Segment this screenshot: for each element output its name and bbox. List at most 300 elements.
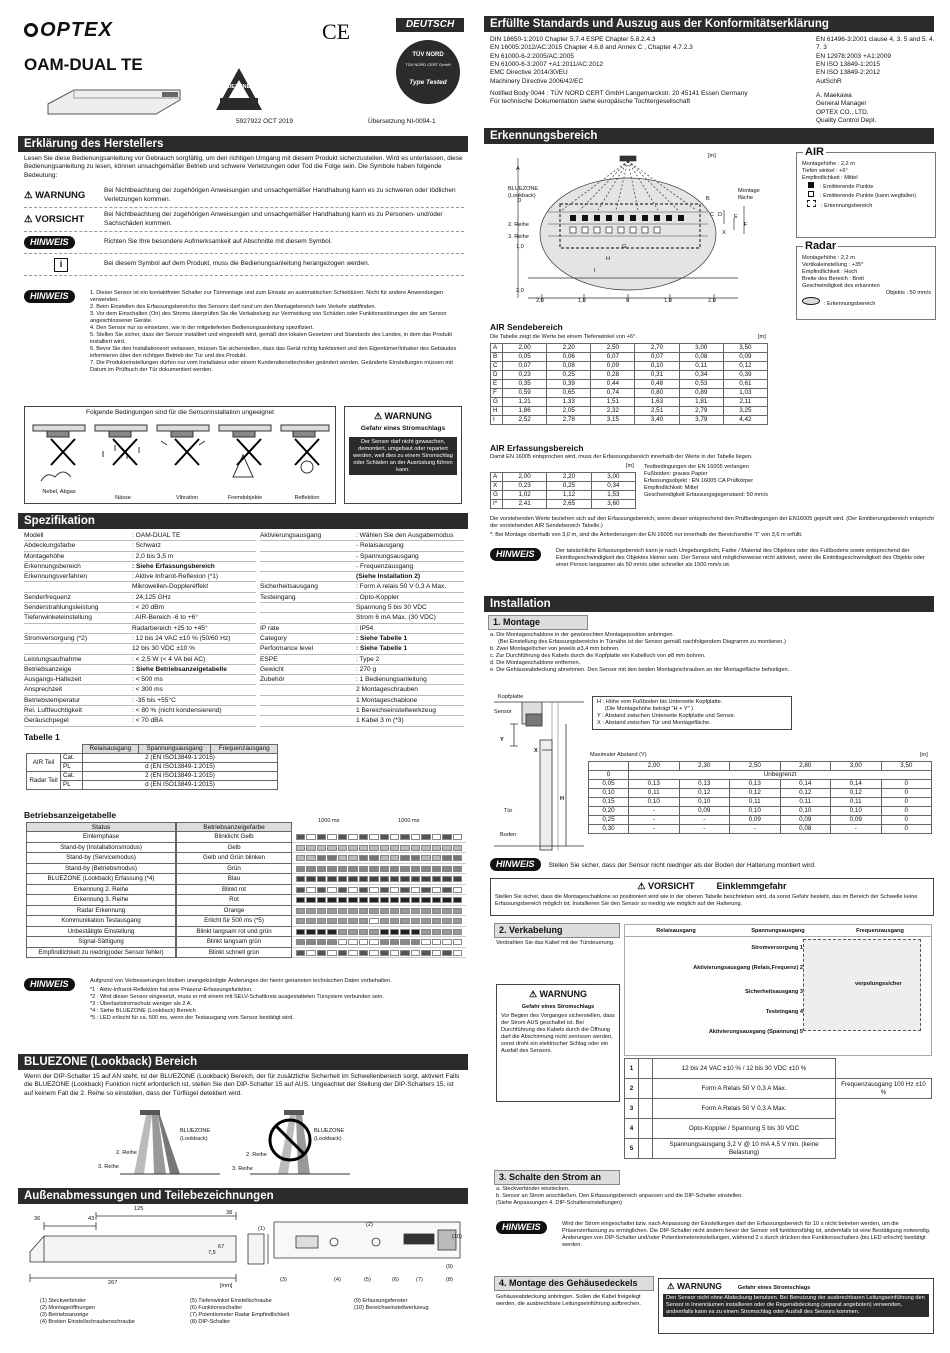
max-distance-title: Maximaler Abstand (Y) [590,752,647,758]
table-cell: 2,05 [547,407,591,416]
spec-row [24,706,256,716]
pattern-segment [348,918,357,924]
table-cell: 3,25 [723,407,767,416]
symbol-warning-text: Bei Nichtbeachtung der zugehörigen Anweisungen und unsachgemäßer Handhabung kann es zu schweren oder tödlichen Verletzungen kommen. [104,187,456,203]
table-cell: A [491,344,503,353]
table-cell: 0 [881,789,932,798]
tuv-cert-text: TÜV NORD CERT GmbH [405,61,451,67]
pattern-segment [359,939,368,945]
detection-letter: E [734,214,738,220]
table-cell: 0,13 [629,780,680,789]
table-cell: 2,70 [635,344,679,353]
callout: (4) [334,1277,341,1283]
table-cell: d (EN ISO13849-1:2015) [83,781,278,790]
table-cell: 0,89 [679,389,723,398]
pattern-segment [306,929,315,935]
sende-title: AIR Sendebereich [490,322,563,332]
pattern-segment [442,834,451,840]
section-standards-title: Erfüllte Standards und Auszug aus der Konformitätserklärung [484,16,934,32]
table-row [625,1079,932,1099]
detection-bluezone-label: BLUEZONE (Lookback) [508,186,539,199]
hinweis-text: Aufgrund von Verbesserungen bleiben unangekündigte Änderungen der hierin genannten technischen Daten vorbehalten. [90,978,392,984]
caution-text: Stellen Sie sicher, dass die Montageschablone so positioniert wird wie in der oberen Tabelle beschrieben wird, da sonst Gefahr besteht, das im Bereich der Schwelle keine Erfassungsbereich möglich ist. Installieren Sie den Sensor so niedrig wie möglich auf der Halterung. [495,894,918,908]
pattern-segment [369,950,378,956]
table-cell: 0,15 [589,798,629,807]
radar-param: Objekts : 50 mm/s [885,289,931,296]
indicator-pattern [292,864,466,875]
sende-table [490,343,768,425]
hinweis-badge: HINWEIS [24,978,75,991]
pattern-segment [390,866,399,872]
pattern-segment [400,834,409,840]
radar-title: Radar [805,240,837,252]
bluezone-diagram-ok [110,1108,230,1176]
pattern-segment [432,876,441,882]
step-item: (Siehe Anpassungen 4. DIP-Schaltereinstellungen) [496,1199,622,1206]
sensor-product-image [44,84,184,118]
section-dimensions-title: Außenabmessungen und Teilebezeichnungen [18,1188,468,1204]
table-cell: 0,07 [591,353,635,362]
legend-text: : Emittierende Punkte (kann wegfallen) [820,192,917,199]
test-item: Fußboden: graues Papier [644,470,708,477]
spec-value: : Siehe Erfassungsbereich [132,562,215,570]
dimension-label: 267 [108,1280,118,1286]
table-cell: 0,09 [723,353,767,362]
spec-row [24,665,256,675]
condition-label: Nebel, Abgas [42,489,76,495]
spec-value: : Schwarz [132,542,161,550]
table-cell: 0,09 [831,816,882,825]
pattern-segment [432,855,441,861]
pattern-segment [317,834,326,840]
warning-text: Der Sensor darf nicht gewaschen, demontiert, umgebaut oder repariert werden, weil dies zu einem Stromschlag oder Schäden an der Ausrüstung führen kann. [349,437,457,476]
table-cell: 2,50 [591,344,635,353]
table-cell: 0,10 [635,362,679,371]
footnote: *3 : Überlaststromschutz weniger als 2 A. [90,1000,192,1007]
radar-param: Vertikaleinstellung : +35° [802,261,864,268]
detection-letter: H [606,256,611,262]
table-cell: 2,51 [635,407,679,416]
pattern-segment [411,918,420,924]
pattern-segment [453,908,462,914]
pattern-segment [348,939,357,945]
pattern-segment [411,866,420,872]
manufacturer-intro: Lesen Sie diese Bedienungsanleitung vor Gebrauch sorgfältig, um den richtigen Umgang mit diesem Produkt sicherzustellen. Wird es unterlassen, diese Bedienungsanleitung zu lesen, können unsachgemäßer Betrieb und schwere Verletzungen oder Tod die Folge sein. Die Symbole haben folgende Bedeutung: [24,155,463,179]
table-row [589,825,932,834]
pattern-segment [369,929,378,935]
product-title: OAM-DUAL TE [24,55,143,74]
test-item: Testbedingungen der EN 16005 verlangen [644,464,749,470]
pattern-segment [327,929,336,935]
pattern-segment [327,876,336,882]
callout: (7) [416,1277,423,1283]
spec-value: : < 2,5 W (< 4 VA bei AC) [132,655,206,663]
pattern-segment [400,876,409,882]
pattern-segment [317,845,326,851]
table-row [491,380,768,389]
indicator-status: Unbestätigte Einstellung [26,927,176,938]
dashed-square-icon [807,200,816,207]
symbol-row-warning [24,184,464,208]
pattern-segment [338,834,347,840]
warning-subtitle: Gefahr eines Stromschlags [521,1004,595,1011]
symbol-manual-text: Bei diesem Symbol auf dem Produkt, muss die Bedienungsanleitung herangezogen werden. [104,260,370,268]
bluezone-label-sub: (Lookback) [180,1136,208,1142]
indicator-row [26,874,466,885]
filled-square-icon [808,182,814,188]
indicator-table [26,822,466,958]
standard-item: Machinery Directive 2006/42/EC [490,77,584,85]
conditions-title: Folgende Bedingungen sind für die Sensorinstallation ungeeignet [86,409,274,416]
table-cell: 2 (EN ISO13849-1:2015) [83,772,278,781]
air-param: Tiefen winkel : +6° [802,167,848,174]
symbol-row-manual [24,254,464,276]
table-cell: 0,44 [591,380,635,389]
table-cell: 3 [625,1099,639,1119]
spec-value: : < 300 ms [132,686,163,694]
spec-key: Testeingang [260,593,296,601]
pattern-segment [359,866,368,872]
dimension-unit: [mm] [220,1283,233,1289]
axis-tick: 1,0 [664,298,672,304]
pattern-segment [380,929,389,935]
spec-key: Gewicht [260,665,284,673]
erfass-table [490,472,636,509]
pattern-segment [453,918,462,924]
table-cell: 0,05 [503,353,547,362]
table-cell: 0,13 [730,780,781,789]
pattern-segment [369,887,378,893]
table-cell: PL [61,763,83,772]
table-cell: 0,11 [780,798,831,807]
pattern-segment [411,897,420,903]
dimension-label: 36 [34,1216,41,1222]
radar-param: Geschwindigkeit des erkannten [802,282,880,289]
table-row [625,1059,932,1079]
spec-value: : Siehe Tabelle 1 [356,634,408,642]
table-cell: 0 [881,798,932,807]
detection-letter: C [710,212,715,218]
pattern-segment [400,897,409,903]
spec-key: Aktivierungsausgang [260,532,322,539]
table-row [27,772,278,781]
table-cell: G [491,398,503,407]
pattern-segment [442,845,451,851]
pattern-segment [442,876,451,882]
indicator-color: Grün [176,864,292,875]
spec-row [260,562,464,572]
callout: (5) [364,1277,371,1283]
mounting-legend [592,696,792,730]
pattern-segment [390,887,399,893]
spec-value: Spannung 5 bis 30 VDC [356,604,427,612]
table-cell: C [491,362,503,371]
pattern-segment [348,950,357,956]
tuv-badge [396,40,460,104]
spec-value: : -35 bis +55°C [132,696,176,704]
pattern-segment [442,887,451,893]
pattern-segment [338,950,347,956]
spec-row [24,624,256,634]
table-cell: 1 [625,1059,639,1079]
callout: (3) [280,1277,287,1283]
table-cell: 0,25 [547,482,591,491]
warning-triangle-icon: ⚠ [667,1281,675,1291]
pattern-segment [369,845,378,851]
signer: OPTEX CO., LTD. [816,108,869,116]
table-cell: 0,39 [723,371,767,380]
spec-row [24,634,256,644]
detection-letter: I [594,268,596,274]
spec-value: 1 Montageschablone [356,696,418,704]
table-cell: 0,08 [547,362,591,371]
pattern-segment [348,834,357,840]
indicator-row [26,927,466,938]
fig-y: Y [500,737,504,743]
spec-row [24,562,256,572]
pattern-segment [411,929,420,935]
warning-text: Den Sensor nicht ohne Abdeckung benutzen. Bei Benutzung der ausbrechbaren Leitungseinführung den Sensor in Innenräumen installieren oder die Regenabdeckung (separat angeboten) verwenden, andernfalls kann es zu einem Stromschlag oder Ausfall des Sensors kommen. [663,1294,929,1317]
pattern-segment [380,876,389,882]
table-header-cell: 2,50 [730,762,781,771]
indicator-row [26,895,466,906]
spec-row [260,603,464,613]
pattern-segment [369,908,378,914]
section-detection-title: Erkennungsbereich [484,128,934,144]
indicator-color: Blinkt langsam grün [176,937,292,948]
spec-row [260,541,464,551]
legend-text: : Erkennungsbereich [824,300,876,307]
spec-row [24,572,256,582]
indicator-color: Orange [176,906,292,917]
table-cell: - [629,807,680,816]
table-cell [639,1079,653,1099]
pattern-segment [411,939,420,945]
note-item: 2. Beim Einstellen des Erfassungsbereichs des Sensors darf rund um den Montagebereich kein Verkehr stattfinden. [90,303,377,310]
spec-row [260,665,464,675]
fig-sensor: Sensor [494,709,512,715]
symbol-note-text: Richten Sie Ihre besondere Aufmerksamkeit auf Abschnitte mit diesem Symbol. [104,238,332,246]
hinweis-text: Der tatsächliche Erfassungsbereich kann je nach Umgebungslicht, Farbe / Material des Objektes oder des Fußbodens sowie entsprechend der Eintrittsgeschwindigkeit des Objektes kleiner sein. Der Sensor wird möglicherweise nicht aktiviert, wenn die Eintrittsgeschwindigkeit des Objekts oder einer Person langsamer als 50 mm/s oder schneller als 1500 mm/s ist. [556,548,925,568]
indicator-status: Einlernphase [26,832,176,843]
table-row [625,1119,932,1139]
indicator-color: Blinklicht Gelb [176,832,292,843]
table-row [625,1099,932,1119]
pattern-segment [296,855,305,861]
table-cell: 3,00 [679,344,723,353]
pattern-segment [442,918,451,924]
pattern-segment [306,834,315,840]
pattern-segment [432,866,441,872]
spec-value: : < 20 dBm [132,604,165,612]
fig-boden: Boden [500,832,517,838]
wire-group-labels [693,945,803,1049]
pattern-segment [327,918,336,924]
spec-value: : Aktive Infrarot-Reflexion (*1) [132,573,219,581]
language-badge: DEUTSCH [396,18,464,32]
radar-param: Empfindlichkeit : Hoch [802,268,858,275]
indicator-pattern [292,906,466,917]
pattern-segment [400,918,409,924]
table-row [491,500,636,509]
radar-param: Montagehöhe : 2,2 m [802,255,855,261]
pattern-segment [390,855,399,861]
pattern-segment [453,845,462,851]
pattern-segment [317,950,326,956]
table-cell [639,1099,653,1119]
indicator-row [26,885,466,896]
table-cell: E [491,380,503,389]
spec-value: Strom 6 mA Max. (30 VDC) [356,614,436,622]
pattern-segment [421,908,430,914]
pattern-segment [390,845,399,851]
spec-value: : AIR-Bereich -6 to +6° [132,614,198,622]
indicator-row [26,853,466,864]
step-item: a. Steckverbinder einstecken. [496,1186,570,1192]
table-cell: Form A Relais 50 V 0,3 A Max. [653,1079,836,1099]
hinweis-text: Wird der Strom eingeschaltet bzw. nach Anpassung der Einstellungen darf der Erfassungsbereich für 10 s nicht betreten werden, um die Präsenzerfassung zu ermöglichen. Die DIP-Schalter nicht ändern bevor der Sensor voll funktionsfähig ist, andemfalls ist eine Bestätigung notwendig. Änderungen von DIP-Schalter und/oder Potentiometereinstellungen, während 2 s durch drücken des Funktionsschalters (bis LED erlischt) bestätigt werden. [562,1221,931,1248]
pattern-segment [390,876,399,882]
pattern-segment [359,929,368,935]
table-cell: 0,07 [635,353,679,362]
table-cell: 2,20 [547,473,591,482]
spec-row [24,716,256,726]
indicator-status: Erkennung 2. Reihe [26,885,176,896]
fig-tur: Tür [504,808,513,814]
wiring-col-header: Frequenzausgang [856,928,904,934]
note-item: 6. Bevor Sie den Installationsort verlassen, müssen Sie sicherstellen, dass das Gerät richtig funktioniert und den Eigentümer/Inhaber des Gebäudes informieren über den richtigen Betrieb der Tür und des Produkt. [90,345,457,359]
callout: (2) [366,1222,373,1228]
bluezone-logo-text: BLUEZONE [220,84,251,90]
table-cell: 0,80 [635,389,679,398]
power-hinweis [496,1221,932,1249]
row3-label: 3. Reihe [98,1164,119,1170]
pattern-segment [327,855,336,861]
pattern-segment [306,887,315,893]
table-cell: 4,42 [723,416,767,425]
pattern-segment [359,897,368,903]
note-item: 5. Stellen Sie sicher, dass der Sensor installiert und eingestellt wird, gemäß den lokalen Gesetzen und Standards des Landes, in dem das Produkt installiert wird. [90,331,452,345]
table-cell: 1,12 [547,491,591,500]
dimension-label: 67 [218,1244,225,1250]
part-item: (3) Betriebsanzeige [40,1311,89,1318]
wire-group: Aktivierungsausgang (Relais,Frequenz) 2 [693,965,803,971]
indicator-status: Radar Erkennung [26,906,176,917]
pattern-segment [442,939,451,945]
table-cell [639,1119,653,1139]
indicator-ms-label: 1000 ms [398,818,420,824]
table-cell: 0,12 [679,789,730,798]
pattern-segment [411,950,420,956]
pattern-segment [421,929,430,935]
manual-book-icon: i [54,258,68,272]
spec-value: : 270 g [356,665,377,673]
document-number: 5927922 OCT 2019 [236,118,293,125]
pinch-caution-box [490,878,934,916]
signer: A. Maekawa [816,91,852,99]
table-cell: - [679,816,730,825]
table-row [589,807,932,816]
spec-key: Ausgangs-Haltezeit [24,676,82,684]
pattern-segment [296,929,305,935]
table-cell: Cat. [61,754,83,763]
spec-value: : < 70 dBA [132,717,163,725]
table-cell: 0,08 [780,825,831,834]
legend-item: (Die Montagehöhe beträgt "H + Y" ) [605,705,693,712]
standard-item: EN ISO 13849-2:2012 [816,69,880,77]
part-item: (9) Erfassungsfenster [354,1298,408,1304]
table-cell: 0,08 [679,353,723,362]
table-cell: Radar Teil [27,772,61,790]
max-distance-unit: [m] [920,752,928,758]
notified-body: Notified Body 0044 : TÜV NORD CERT GmbH Langemarckstr. 20 45141 Essen Germany [490,89,748,97]
spec-table-left [24,531,256,727]
table-cell: 0,11 [730,798,781,807]
table-cell: 0,53 [679,380,723,389]
detection-unit: [m] [708,153,716,159]
pattern-segment [338,939,347,945]
indicator-status: Empfindlichkeit zu niedrig(oder Sensor fehler) [26,948,176,959]
table-cell: 0,23 [503,482,547,491]
table-cell: 2 (EN ISO13849-1:2015) [83,754,278,763]
dimension-label: 38 [226,1210,233,1216]
table-cell: 2,00 [503,344,547,353]
table-cell [639,1139,653,1159]
indicator-color: Rot [176,895,292,906]
pattern-segment [348,866,357,872]
bluezone-label: BLUEZONE [180,1128,211,1134]
indicator-title: Betriebsanzeigetabelle [24,810,117,820]
hinweis-badge: HINWEIS [490,548,541,561]
table-cell: Spannungsausgang 3,2 V @ 10 mA 4,5 V min. (keine Belastung) [653,1139,836,1159]
table-cell: 0,05 [589,780,629,789]
table-row [491,491,636,500]
spec-value: - Frequenzausgang [356,562,414,570]
table-cell: 2,78 [547,416,591,425]
spec-key: Modell [24,532,44,539]
spec-row [24,655,256,665]
pattern-segment [421,897,430,903]
pattern-segment [432,897,441,903]
indicator-status: Signal-Sättigung [26,937,176,948]
indicator-color: Erlicht für 500 ms (*5) [176,916,292,927]
table-cell: 0 [881,825,932,834]
table-row [491,362,768,371]
pattern-segment [380,908,389,914]
detection-row2-label: 2. Reihe [508,222,529,228]
indicator-row [26,906,466,917]
pattern-segment [432,950,441,956]
table-cell: 1,51 [591,398,635,407]
montage-steps [490,632,934,674]
axis-tick: 0 [518,198,522,204]
fig-h: H [560,796,565,802]
radar-param: Breite des Bereich : Breit [802,275,864,282]
pattern-segment [453,866,462,872]
pattern-segment [453,897,462,903]
test-conditions [644,464,934,499]
table-header-cell: 2,30 [679,762,730,771]
table-cell: 2,65 [547,500,591,509]
table-cell: 0,12 [831,789,882,798]
indicator-pattern [292,853,466,864]
pattern-segment [411,845,420,851]
spec-value: : < 80 % (nicht kondensierend) [132,707,222,715]
pattern-segment [442,950,451,956]
indicator-color: Blinkt schnell grün [176,948,292,959]
pattern-segment [338,918,347,924]
spec-key: Sicherheitsausgang [260,583,318,591]
